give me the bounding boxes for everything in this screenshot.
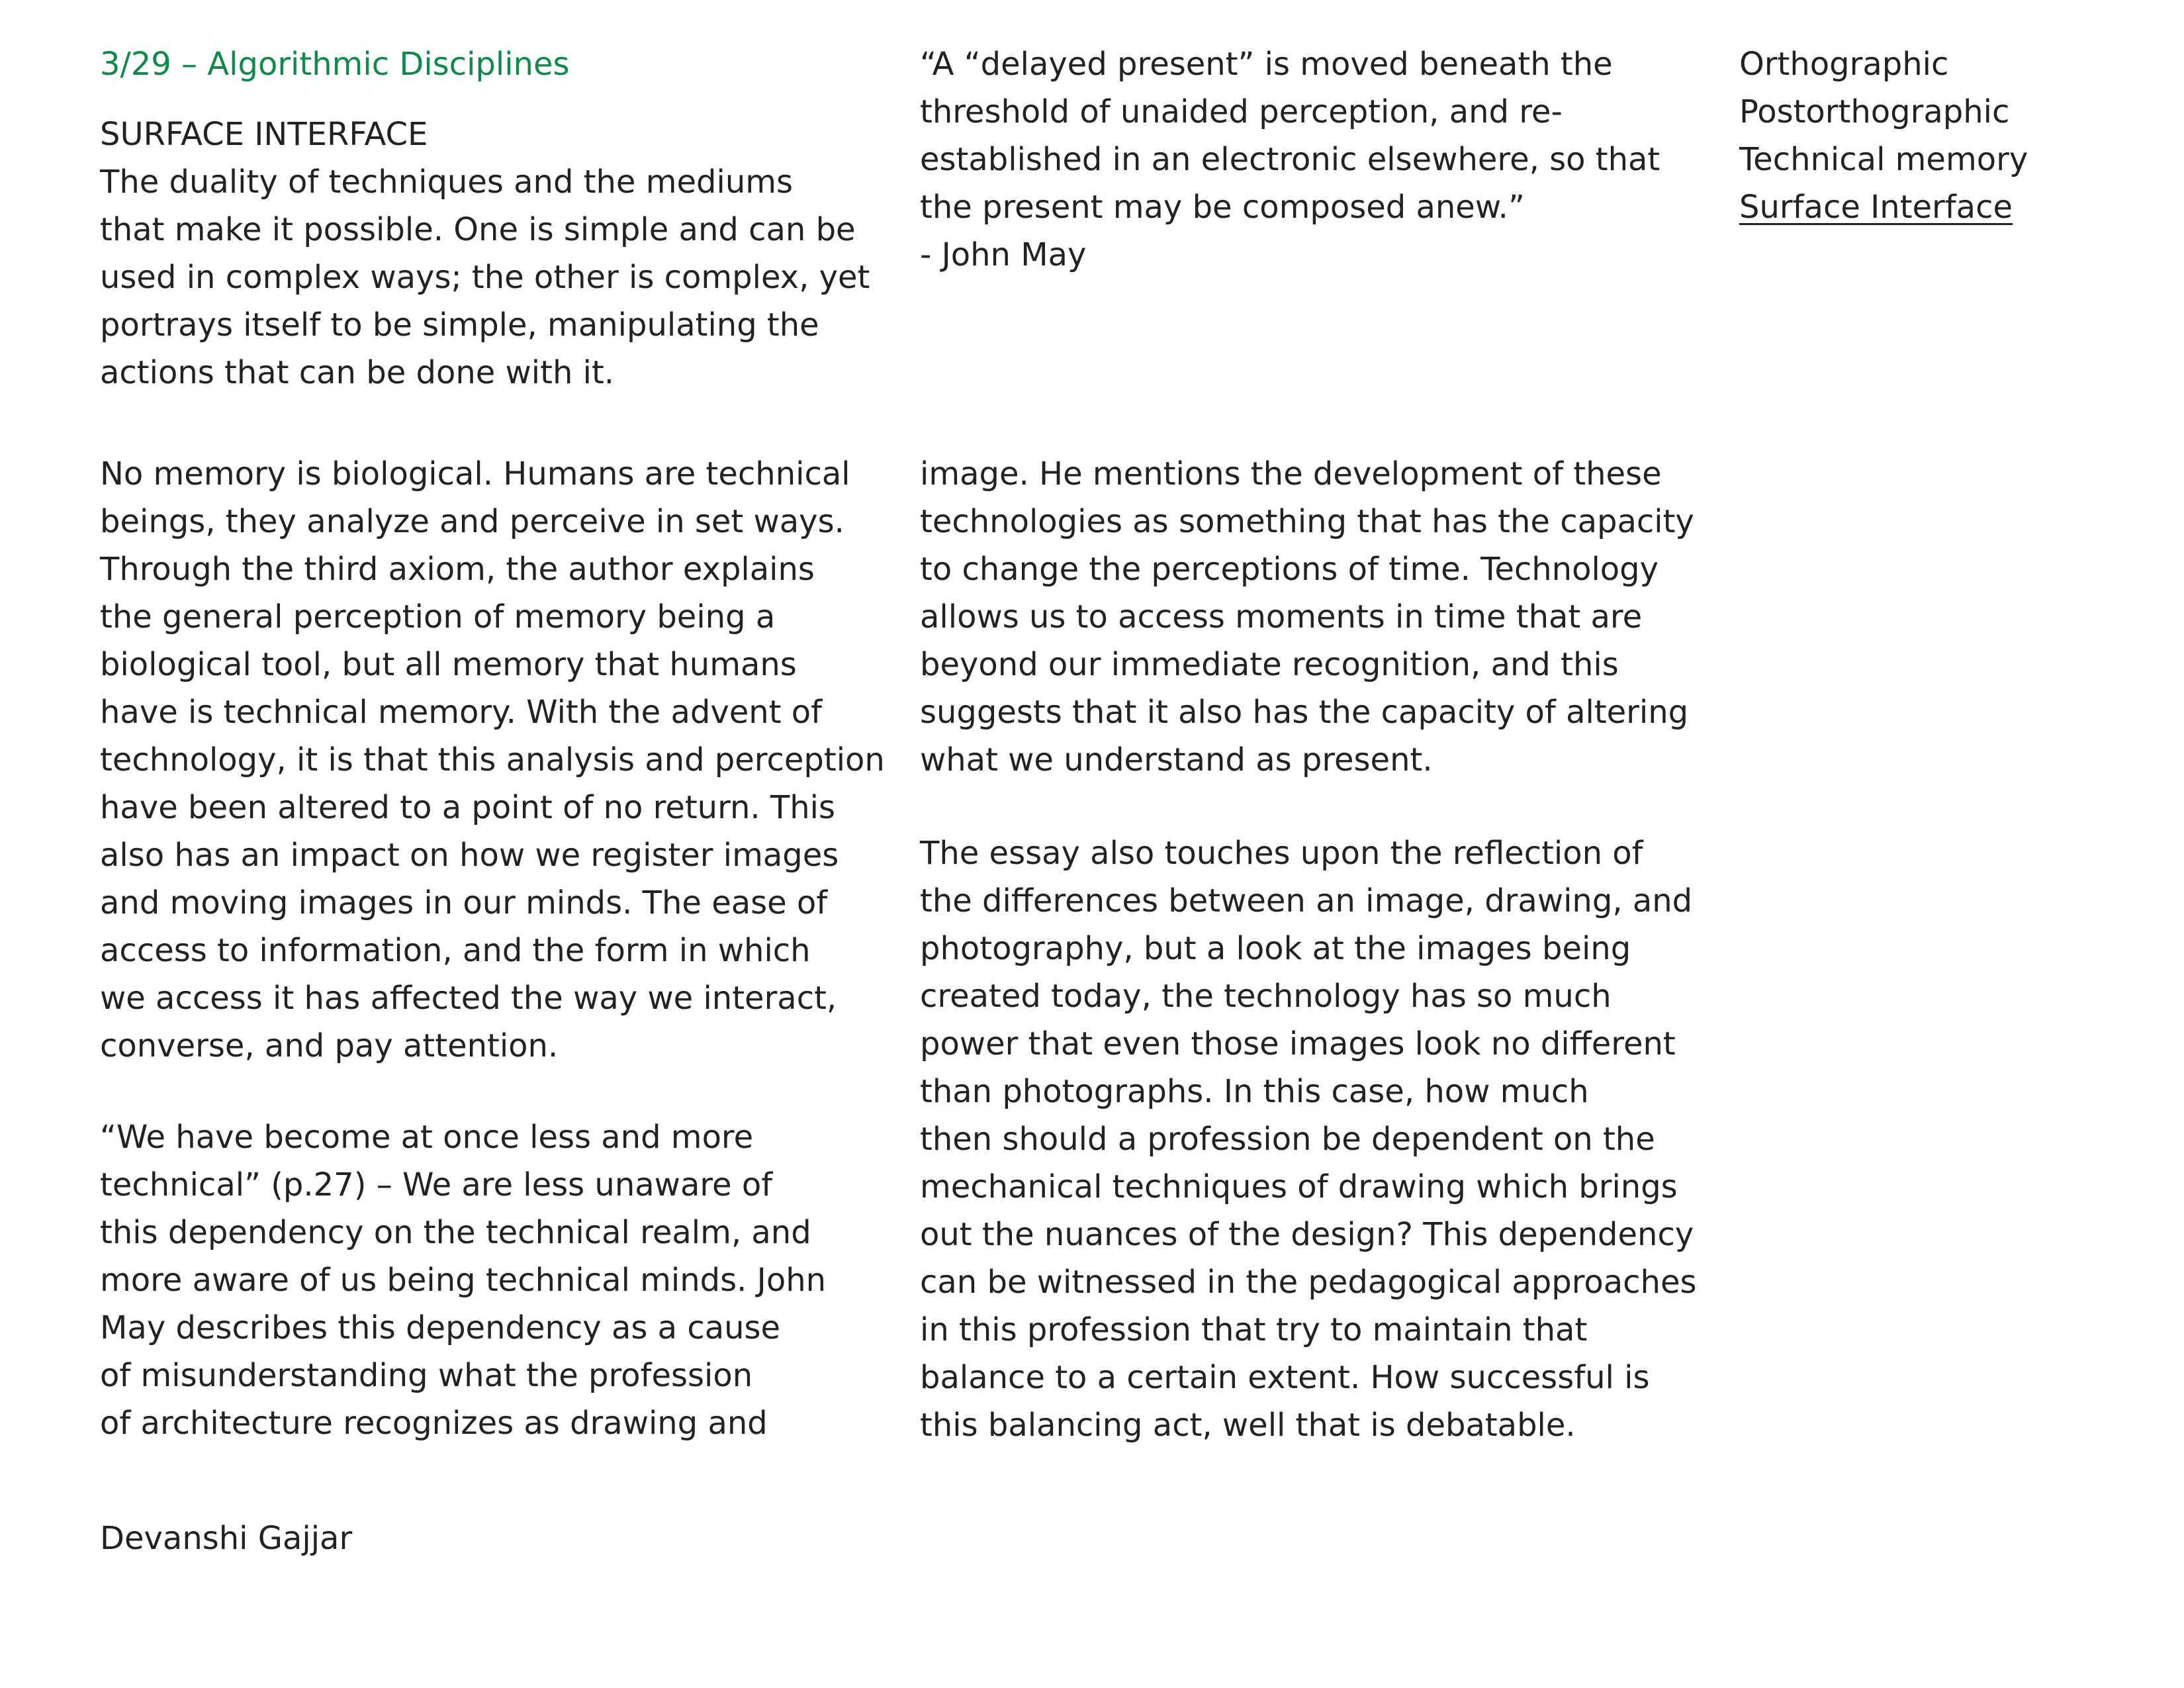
body-right-paragraph-2: The essay also touches upon the reflection of the differences between an image, drawing, and photography, but a look at the images being created today, the technology has so much power that even those images look no different than photographs. In this case, how much then should a profession be dependent on the mechanical techniques of drawing which brings out the nuances of the design? This dependency can be witnessed in the pedagogical approaches in this profession that try to maintain that balance to a certain extent. How successful is this balancing act, well that is debatable. <box>920 835 1697 1444</box>
author-name: Devanshi Gajjar <box>100 1520 353 1557</box>
section-title: SURFACE INTERFACE <box>100 116 428 153</box>
nav-item-technical-memory[interactable]: Technical memory <box>1739 141 2028 178</box>
body-right-paragraph-1: image. He mentions the development of these technologies as something that has the capacity to change the perceptions of time. Technology allows us to access moments in time that are beyond our immediate recognition, and this suggests that it also has the capacity of altering what we understand as present. <box>920 455 1694 778</box>
topic-nav <box>1739 40 2028 231</box>
nav-item-surface-interface[interactable]: Surface Interface <box>1739 189 2013 226</box>
intro-paragraph: The duality of techniques and the mediums that make it possible. One is simple and can be used in complex ways; the other is complex, yet portrays itself to be simple, manipulating the actions that can be done with it. <box>100 164 870 391</box>
body-left-paragraph-1: No memory is biological. Humans are technical beings, they analyze and perceive in set ways. Through the third axiom, the author explains the general perception of memory being a biological tool, but all memory that humans have is technical memory. With the advent of technology, it is that this analysis and perception have been altered to a point of no return. This also has an impact on how we register images and moving images in our minds. The ease of access to information, and the form in which we access it has affected the way we interact, converse, and pay attention. <box>100 455 885 1064</box>
quote-text: “A “delayed present” is moved beneath the threshold of unaided perception, and re- established in an electronic elsewhere, so that the present may be composed anew.” <box>920 46 1661 226</box>
date-title: 3/29 – Algorithmic Disciplines <box>100 46 570 83</box>
nav-item-postorthographic[interactable]: Postorthographic <box>1739 93 2010 130</box>
quote-attribution: - John May <box>920 236 1087 273</box>
body-left-paragraph-2: “We have become at once less and more technical” (p.27) – We are less unaware of this dependency on the technical realm, and more aware of us being technical minds. John May describes this dependency as a cause of misunderstanding what the profession of architecture recognizes as drawing and <box>100 1119 827 1442</box>
nav-item-orthographic[interactable]: Orthographic <box>1739 46 1949 83</box>
